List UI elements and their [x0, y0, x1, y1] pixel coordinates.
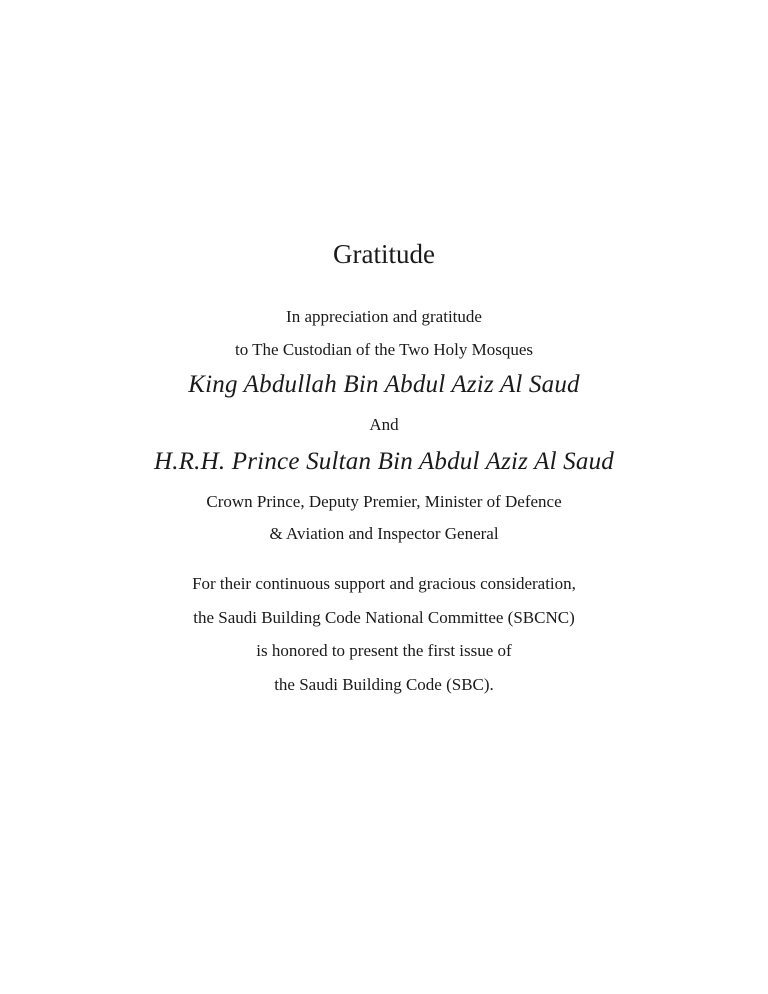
- custodian-line: to The Custodian of the Two Holy Mosques: [234, 340, 534, 359]
- king-name: King Abdullah Bin Abdul Aziz Al Saud: [188, 371, 580, 398]
- page-title: Gratitude: [333, 239, 435, 269]
- prince-title-line-1: Crown Prince, Deputy Premier, Minister of Defence: [206, 492, 562, 511]
- closing-line-4: the Saudi Building Code (SBC).: [274, 675, 494, 694]
- prince-title-line-2: & Aviation and Inspector General: [269, 524, 499, 543]
- closing-line-3: is honored to present the first issue of: [256, 641, 512, 660]
- appreciation-line: In appreciation and gratitude: [286, 307, 482, 326]
- conjunction-and: And: [369, 415, 399, 434]
- closing-line-2: the Saudi Building Code National Committee (SBCNC): [193, 608, 575, 627]
- prince-name: H.R.H. Prince Sultan Bin Abdul Aziz Al Saud: [154, 448, 614, 475]
- closing-line-1: For their continuous support and gracious consideration,: [192, 574, 576, 593]
